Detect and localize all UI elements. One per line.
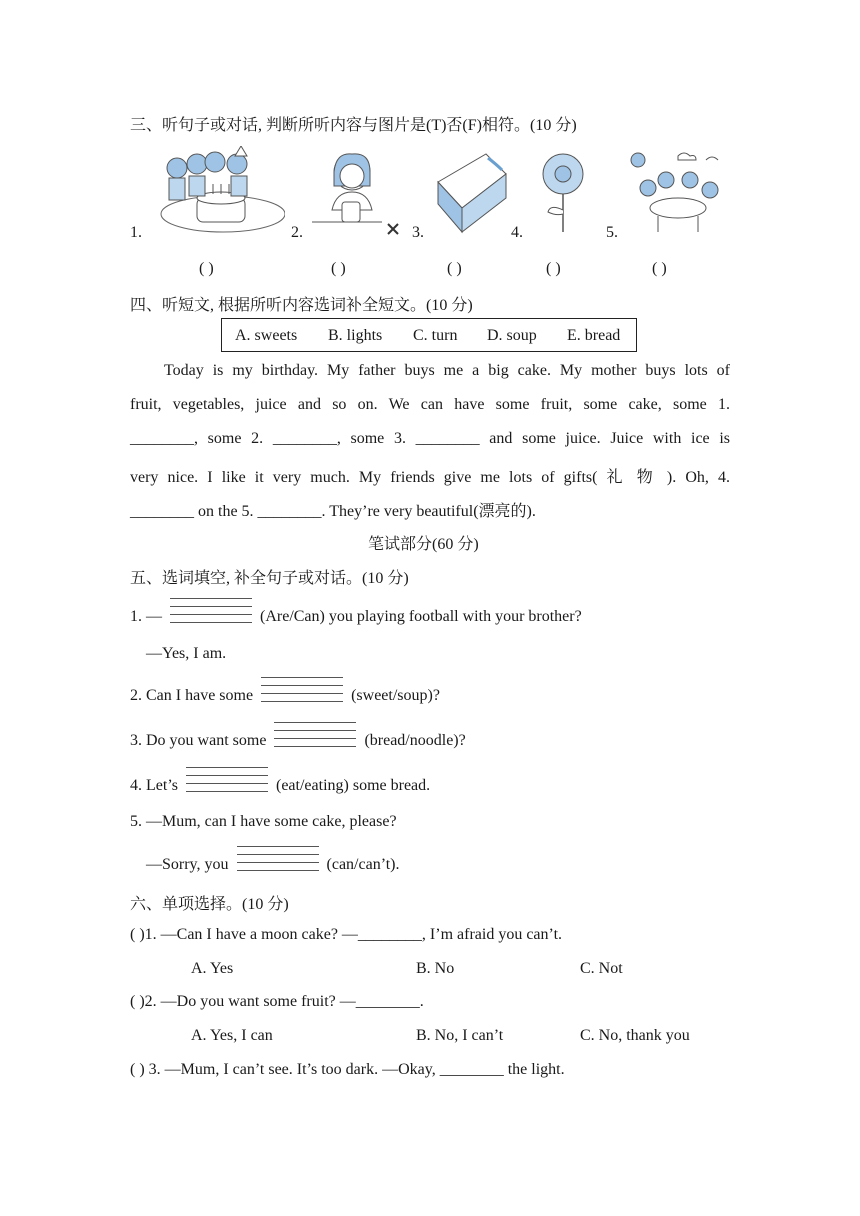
question-1-answer: —Yes, I am.: [146, 645, 227, 662]
question-5: [146, 844, 400, 874]
section3-item-number: 2.: [291, 224, 303, 241]
answer-blank[interactable]: [170, 596, 252, 626]
answer-parenthesis[interactable]: ( ): [199, 260, 214, 277]
mcq-option[interactable]: B. No: [416, 960, 455, 977]
section3-item-number: 5.: [606, 224, 618, 241]
word-option: C. turn: [413, 327, 458, 344]
section4-title: 四、听短文, 根据所听内容选词补全短文。(10 分): [130, 297, 473, 314]
answer-parenthesis[interactable]: ( ): [546, 260, 561, 277]
flower-icon: [540, 152, 586, 234]
mcq-option[interactable]: A. Yes: [191, 960, 234, 977]
question-1: [130, 596, 582, 626]
question-2: [130, 675, 440, 705]
answer-parenthesis[interactable]: ( ): [652, 260, 667, 277]
question-suffix: (can/can’t).: [326, 856, 400, 873]
mcq-option[interactable]: C. No, thank you: [580, 1027, 690, 1044]
answer-parenthesis[interactable]: ( ): [447, 260, 462, 277]
word-option: B. lights: [328, 327, 383, 344]
answer-blank[interactable]: [274, 720, 356, 750]
passage-line: ________ on the 5. ________. They’re very beautiful(漂亮的).: [130, 503, 536, 520]
section6-title: 六、单项选择。(10 分): [130, 896, 289, 913]
passage-line: very nice. I like it very much. My friends give me lots of gifts( 礼 物 ). Oh, 4.: [130, 469, 730, 486]
section3-item-number: 1.: [130, 224, 142, 241]
section3-item-number: 3.: [412, 224, 424, 241]
mcq-option[interactable]: B. No, I can’t: [416, 1027, 504, 1044]
mcq-option[interactable]: A. Yes, I can: [191, 1027, 273, 1044]
question-prefix: 1. —: [130, 608, 162, 625]
word-option: D. soup: [487, 327, 537, 344]
question-suffix: (Are/Can) you playing football with your brother?: [260, 608, 582, 625]
answer-blank[interactable]: [186, 765, 268, 795]
section5-title: 五、选词填空, 补全句子或对话。(10 分): [130, 570, 409, 587]
word-option: A. sweets: [235, 327, 298, 344]
question-suffix: (sweet/soup)?: [351, 687, 440, 704]
section3-title: 三、听句子或对话, 判断所听内容与图片是(T)否(F)相符。(10 分): [130, 117, 577, 134]
girl-with-sweets-jar-icon: [312, 150, 407, 238]
passage-line: fruit, vegetables, juice and so on. We can have some fruit, some cake, some 1.: [130, 396, 730, 413]
passage-line: ________, some 2. ________, some 3. ________ and some juice. Juice with ice is: [130, 430, 730, 447]
question-4: [130, 765, 430, 795]
answer-parenthesis[interactable]: ( ): [331, 260, 346, 277]
answer-blank[interactable]: [237, 844, 319, 874]
written-part-title: 笔试部分(60 分): [368, 536, 479, 553]
question-prefix: —Sorry, you: [146, 856, 229, 873]
question-3: [130, 720, 466, 750]
question-5-line1: 5. —Mum, can I have some cake, please?: [130, 813, 397, 830]
word-option: E. bread: [567, 327, 621, 344]
mcq-3-stem: ( ) 3. —Mum, I can’t see. It’s too dark. —Okay, ________ the light.: [130, 1061, 565, 1078]
question-prefix: 4. Let’s: [130, 777, 178, 794]
question-suffix: (bread/noodle)?: [364, 732, 466, 749]
mcq-2-stem: ( )2. —Do you want some fruit? —________.: [130, 993, 424, 1010]
answer-blank[interactable]: [261, 675, 343, 705]
section3-item-number: 4.: [511, 224, 523, 241]
birthday-party-icon: [155, 146, 285, 238]
passage-line: Today is my birthday. My father buys me a big cake. My mother buys lots of: [164, 362, 730, 379]
mcq-option[interactable]: C. Not: [580, 960, 623, 977]
question-prefix: 2. Can I have some: [130, 687, 254, 704]
question-suffix: (eat/eating) some bread.: [276, 777, 431, 794]
family-dinner-icon: [628, 150, 728, 236]
word-bank-box: [221, 318, 637, 352]
cake-slice-icon: [436, 152, 508, 234]
mcq-1-stem: ( )1. —Can I have a moon cake? —________, I’m afraid you can’t.: [130, 926, 563, 943]
question-prefix: 3. Do you want some: [130, 732, 267, 749]
